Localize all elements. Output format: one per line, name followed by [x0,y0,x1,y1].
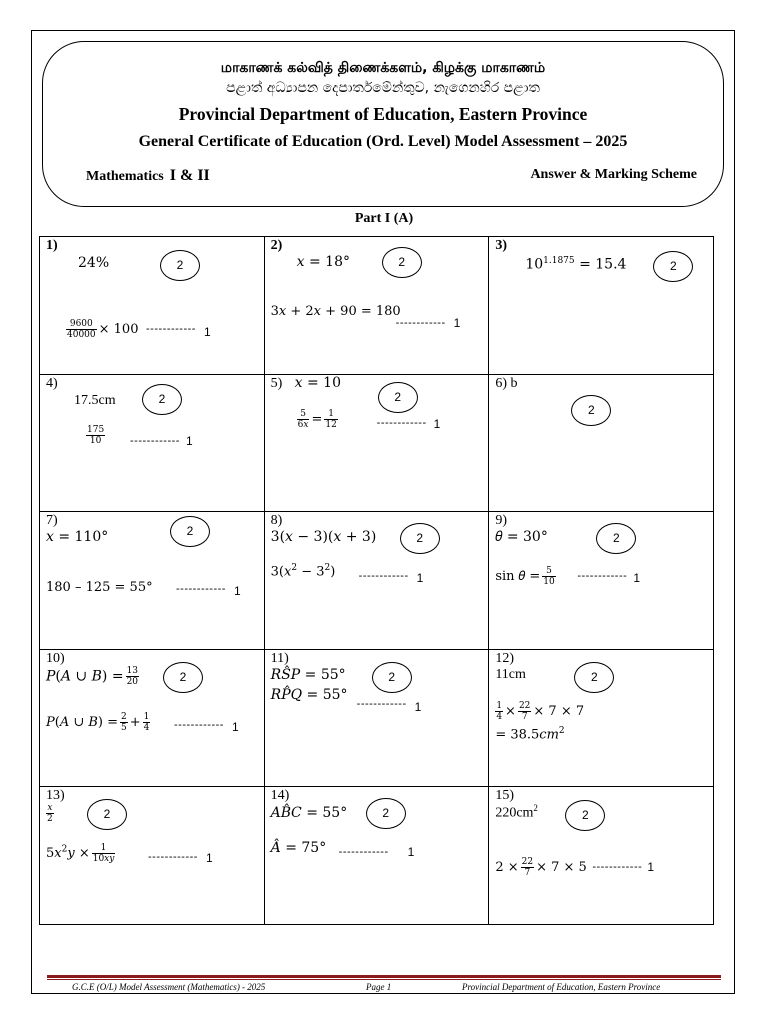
fraction: $\frac{175}{10}$ [87,424,105,446]
question-number: 15) [495,788,514,804]
dash-leader: ------------ [148,851,198,864]
fraction: $\frac{5}{10}$ [543,566,555,588]
department-title: Provincial Department of Education, Eastern Province [178,104,588,124]
footer-rule [47,975,721,978]
answer-text: 17.5cm [74,392,116,408]
dash-leader: ------------ [395,317,446,329]
answer-text: 𝑥 = 18° [296,254,350,270]
working-line: $\frac{9600}{40000}$ × 100 [67,319,139,340]
step-mark: 1 [433,416,441,431]
question-number: 2) [270,238,283,253]
fraction: $\frac{1}{4}$ [496,700,503,722]
answer-text: 3(𝑥 − 3)(𝑥 + 3) [270,529,377,546]
question-number: 6) b [495,375,518,391]
fraction: $\frac{22}{7}$ [518,700,531,722]
working-line: 2 × $\frac{22}{7}$ × 7 × 5 [495,857,587,879]
subject-name: Mathematics [86,169,164,184]
question-number: 13) [46,788,65,804]
step-mark: 1 [204,325,211,339]
working-line: sin 𝜃 = $\frac{5}{10}$ [495,566,555,588]
answer-cell-14 [264,787,489,925]
answer-grid [39,236,714,925]
step-mark: 1 [232,719,239,734]
answer-cell-11 [264,649,489,787]
answer-text: 11cm [495,666,526,682]
question-number: 14) [270,788,290,804]
step-mark: 1 [647,860,654,875]
answer-text: 𝑅𝑆̂𝑃 = 55° [270,666,346,683]
marks-circle: 2 [160,250,200,281]
header-box [42,41,724,207]
question-number: 4) [46,375,58,391]
marks-circle: 2 [378,382,418,413]
question-number: 3) [495,238,507,253]
answer-cell-1 [40,237,265,375]
working-line: 𝐴̂ = 75° [270,840,327,857]
scheme-label: Answer & Marking Scheme [530,167,697,182]
fraction: $\frac{5}{\text{6𝑥}}$ [297,408,309,430]
part-title: Part I (A) [354,211,414,226]
answer-text: 𝑥 = 110° [46,529,109,546]
answer-fraction [44,803,56,824]
paper-numbers: I & II [169,167,210,184]
step-mark: 1 [416,571,424,586]
fraction: $\frac{13}{20}$ [126,665,139,687]
answer-cell-3 [489,237,714,375]
dash-leader: ------------ [338,846,389,859]
footer-left: G.C.E (O/L) Model Assessment (Mathematics) - 2025 [72,982,266,992]
working-line: 5𝑥$^2$𝑦 × $\frac{1}{\text{10𝑥𝑦}}$ [46,843,115,865]
answer-text: 𝐴𝐵̂𝐶 = 55° [270,805,348,822]
answer-cell-7 [40,512,265,650]
working-line: 𝑅𝑃̂𝑄 = 55° [270,686,348,703]
marks-circle: 2 [87,799,127,830]
answer-cell-8 [264,512,489,650]
dash-leader: ------------ [174,718,224,731]
dash-leader: ------------ [130,434,180,447]
answer-cell-9 [489,512,714,650]
question-number: 9) [495,513,507,529]
question-number: 10) [46,650,65,666]
working-line: $\frac{5}{\text{6𝑥}}$ = $\frac{1}{12}$ [297,408,337,430]
fraction: $\frac{9600}{40000}$ [67,319,96,340]
question-number: 1) [46,238,58,253]
marks-circle: 2 [574,662,614,693]
marks-circle: 2 [170,516,210,547]
answer-cell-15 [489,787,714,925]
fraction: $\frac{\text{𝑥}}{2}$ [47,803,53,825]
fraction: $\frac{22}{7}$ [521,857,534,879]
marks-circle: 2 [142,384,182,415]
question-number: 8) [270,513,283,529]
fraction: $\frac{2}{5}$ [121,711,127,733]
fraction: $\frac{1}{\text{10𝑥𝑦}}$ [92,843,115,865]
question-number: 5) [270,375,283,391]
question-number: 12) [495,650,514,666]
answer-text: $10^{1.1875} = 15.4$ [525,256,627,273]
answer-cell-5 [264,374,489,512]
marks-circle: 2 [571,395,611,426]
fraction: $\frac{1}{4}$ [143,711,150,733]
dash-leader: ------------ [146,323,196,335]
working-line: 3(𝑥$^2$ − $3^2$) [270,563,336,580]
step-mark: 1 [633,571,640,586]
question-number: 11) [270,650,289,666]
header-tamil: மாகாணக் கல்வித் திணைக்களம், கிழக்கு மாகாணம் [220,60,546,76]
fraction: $\frac{1}{12}$ [325,408,337,430]
answer-text: 24% [78,255,110,271]
step-mark: 1 [186,433,193,448]
dash-leader: ------------ [376,416,427,429]
marks-circle: 2 [565,800,605,831]
dash-leader: ------------ [577,570,628,583]
answer-text: $220cm^2$ [495,803,538,822]
question-number: 7) [46,513,58,529]
step-mark: 1 [407,845,415,860]
footer-right: Provincial Department of Education, Eastern Province [462,982,661,992]
header-sinhala: පළාත් අධ්‍යාපන දෙපාර්තමේන්තුව, නැගෙනහිර පළාත [226,80,540,96]
dash-leader: ------------ [356,697,407,710]
exam-title: General Certificate of Education (Ord. Level) Model Assessment – 2025 [138,133,628,150]
working-line: = 38.5𝑐𝑚$^2$ [495,725,565,743]
footer-page: Page 1 [366,982,392,992]
step-mark: 1 [234,584,241,599]
dash-leader: ------------ [176,583,226,596]
dash-leader: ------------ [358,570,409,583]
working-line [84,425,107,446]
step-mark: 1 [206,851,213,866]
answer-cell-6 [489,374,714,512]
working-line: 𝑃(𝐴 ∪ 𝐵) = $\frac{2}{5}$ + $\frac{1}{4}$ [46,711,150,733]
marks-circle: 2 [163,662,203,693]
answer-cell-13 [40,787,265,925]
answer-text: 𝜃 = 30° [495,529,548,546]
answer-cell-12 [489,649,714,787]
working-line: 180 – 125 = 55° [46,580,153,596]
answer-text: 𝑥 = 10 [294,374,341,391]
answer-cell-2 [264,237,489,375]
dash-leader: ------------ [592,861,643,874]
answer-text: 𝑃(𝐴 ∪ 𝐵) = $\frac{13}{20}$ [46,665,139,687]
marks-circle: 2 [366,798,406,829]
answer-cell-4 [40,374,265,512]
marks-circle: 2 [400,523,440,554]
working-line: 3𝑥 + 2𝑥 + 90 = 180 [270,304,401,319]
step-mark: 1 [414,699,422,714]
marks-circle: 2 [382,247,422,278]
marks-circle: 2 [596,523,636,554]
answer-cell-10 [40,649,265,787]
step-mark: 1 [453,316,461,330]
marks-circle: 2 [653,251,693,282]
subject-label [86,167,210,185]
footer-rule-thin [47,979,721,980]
marks-circle: 2 [372,662,412,693]
working-line: $\frac{1}{4}$ × $\frac{22}{7}$ × 7 × 7 [496,700,585,722]
